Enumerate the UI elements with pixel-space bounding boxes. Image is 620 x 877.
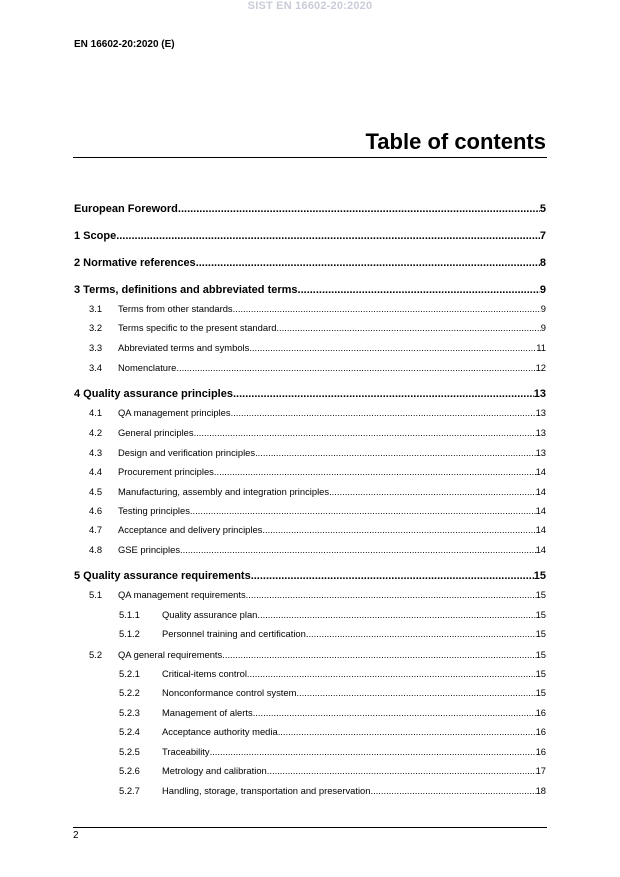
toc-entry[interactable] [89, 544, 546, 555]
page-title: Table of contents [365, 129, 546, 154]
toc-entry-title: Testing principles [118, 505, 190, 516]
toc-entry-page: 13 [535, 427, 546, 438]
toc-dot-leader [231, 407, 536, 418]
toc-entry-title: Manufacturing, assembly and integration principles [118, 486, 330, 497]
toc-dot-leader [194, 427, 536, 438]
toc-entry-number: 3.2 [89, 322, 103, 333]
toc-entry-number: 4.2 [89, 427, 103, 438]
toc-entry[interactable] [74, 230, 546, 242]
toc-entry[interactable] [119, 765, 546, 776]
toc-entry[interactable] [89, 427, 546, 438]
toc-entry-page: 9 [540, 303, 546, 314]
toc-entry-number: 4.8 [89, 544, 103, 555]
toc-entry-title: 1 Scope [74, 230, 117, 242]
toc-entry-page: 8 [539, 257, 546, 269]
toc-dot-leader [249, 342, 536, 353]
toc-dot-leader [306, 628, 536, 639]
toc-entry-number: 5.2.6 [119, 765, 140, 776]
toc-entry-number: 4.1 [89, 407, 103, 418]
toc-dot-leader [178, 203, 540, 215]
toc-entry-number: 5.2.5 [119, 746, 140, 757]
toc-entry-number: 5.2.1 [119, 668, 140, 679]
toc-entry-page: 15 [535, 668, 546, 679]
toc-dot-leader [180, 544, 536, 555]
toc-entry[interactable] [119, 668, 546, 679]
toc-entry[interactable] [89, 447, 546, 458]
toc-entry[interactable] [89, 303, 546, 314]
toc-entry-title: 2 Normative references [74, 257, 196, 269]
toc-entry-title: 3 Terms, definitions and abbreviated terms [74, 284, 298, 296]
toc-entry-page: 15 [535, 589, 546, 600]
toc-dot-leader [298, 284, 540, 296]
toc-dot-leader [370, 785, 535, 796]
toc-entry[interactable] [89, 486, 546, 497]
toc-entry-page: 14 [535, 544, 546, 555]
toc-entry[interactable] [89, 342, 546, 353]
document-id: EN 16602-20:2020 (E) [74, 39, 175, 50]
toc-entry-page: 14 [535, 524, 546, 535]
toc-entry[interactable] [89, 407, 546, 418]
toc-entry-title: Abbreviated terms and symbols [118, 342, 250, 353]
toc-entry-number: 5.1.1 [119, 609, 140, 620]
toc-entry[interactable] [119, 687, 546, 698]
toc-dot-leader [329, 486, 536, 497]
toc-entry-title: Design and verification principles [118, 447, 256, 458]
toc-entry-page: 5 [539, 203, 546, 215]
toc-entry[interactable] [89, 322, 546, 333]
toc-entry-number: 3.1 [89, 303, 103, 314]
toc-entry-title: Terms specific to the present standard [118, 322, 277, 333]
toc-entry-page: 11 [536, 342, 546, 353]
toc-entry[interactable] [119, 628, 546, 639]
toc-entry-title: Procurement principles [118, 466, 214, 477]
title-divider [73, 157, 547, 158]
toc-dot-leader [257, 609, 535, 620]
toc-entry[interactable] [119, 785, 546, 796]
toc-dot-leader [210, 746, 536, 757]
toc-dot-leader [276, 322, 540, 333]
toc-entry-page: 14 [535, 466, 546, 477]
toc-entry-page: 16 [535, 726, 546, 737]
toc-entry-number: 5.2.4 [119, 726, 140, 737]
toc-entry-title: QA general requirements [118, 649, 223, 660]
toc-dot-leader [278, 726, 536, 737]
toc-entry-title: Quality assurance plan [162, 609, 258, 620]
toc-entry-page: 15 [535, 687, 546, 698]
toc-entry-number: 4.4 [89, 466, 103, 477]
toc-entry-title: Traceability [162, 746, 210, 757]
toc-entry-title: QA management requirements [118, 589, 246, 600]
toc-dot-leader [255, 447, 536, 458]
toc-entry-page: 16 [535, 707, 546, 718]
toc-dot-leader [176, 362, 535, 373]
toc-entry[interactable] [74, 570, 546, 582]
toc-entry-title: European Foreword [74, 203, 178, 215]
toc-entry-number: 5.1 [89, 589, 103, 600]
page-number: 2 [73, 830, 79, 841]
watermark-text: SIST EN 16602-20:2020 [247, 0, 373, 12]
toc-entry-number: 5.2.3 [119, 707, 140, 718]
toc-entry-number: 5.2.2 [119, 687, 140, 698]
toc-entry-page: 15 [535, 609, 546, 620]
toc-entry-title: General principles [118, 427, 194, 438]
toc-entry[interactable] [119, 746, 546, 757]
toc-entry-title: Nomenclature [118, 362, 177, 373]
toc-entry-page: 17 [535, 765, 546, 776]
toc-entry-title: QA management principles [118, 407, 231, 418]
toc-entry-number: 4.5 [89, 486, 103, 497]
toc-entry[interactable] [89, 466, 546, 477]
toc-entry-page: 13 [535, 407, 546, 418]
toc-dot-leader [296, 687, 535, 698]
toc-dot-leader [233, 303, 541, 314]
toc-entry-title: Personnel training and certification [162, 628, 306, 639]
toc-entry-page: 7 [539, 230, 546, 242]
toc-entry[interactable] [74, 203, 546, 215]
toc-entry-page: 13 [533, 388, 546, 400]
toc-dot-leader [214, 466, 536, 477]
toc-entry-title: 4 Quality assurance principles [74, 388, 233, 400]
toc-entry-title: Critical-items control [162, 668, 247, 679]
toc-entry-page: 13 [535, 447, 546, 458]
toc-entry-page: 9 [540, 322, 546, 333]
toc-dot-leader [247, 668, 536, 679]
toc-entry-page: 18 [535, 785, 546, 796]
toc-entry-title: Nonconformance control system [162, 687, 297, 698]
toc-entry[interactable] [74, 257, 546, 269]
toc-dot-leader [253, 707, 536, 718]
toc-entry-page: 12 [535, 362, 546, 373]
toc-dot-leader [267, 765, 536, 776]
toc-entry[interactable] [119, 609, 546, 620]
toc-entry[interactable] [89, 524, 546, 535]
toc-entry-title: Metrology and calibration [162, 765, 267, 776]
toc-entry-page: 15 [535, 649, 546, 660]
toc-entry-title: Terms from other standards [118, 303, 233, 314]
toc-dot-leader [190, 505, 536, 516]
toc-entry-number: 3.4 [89, 362, 103, 373]
toc-entry-number: 5.1.2 [119, 628, 140, 639]
toc-entry-title: Management of alerts [162, 707, 253, 718]
toc-dot-leader [222, 649, 535, 660]
toc-entry-title: GSE principles [118, 544, 181, 555]
toc-dot-leader [262, 524, 535, 535]
toc-entry-title: Handling, storage, transportation and preservation [162, 785, 371, 796]
toc-entry[interactable] [119, 726, 546, 737]
toc-dot-leader [233, 388, 534, 400]
footer-divider [73, 827, 547, 828]
toc-dot-leader [251, 570, 534, 582]
toc-dot-leader [196, 257, 540, 269]
toc-entry-page: 16 [535, 746, 546, 757]
toc-entry-title: 5 Quality assurance requirements [74, 570, 251, 582]
toc-entry-title: Acceptance authority media [162, 726, 278, 737]
toc-entry-page: 9 [539, 284, 546, 296]
toc-entry[interactable] [74, 388, 546, 400]
toc-entry-number: 4.6 [89, 505, 103, 516]
toc-entry[interactable] [89, 362, 546, 373]
toc-entry-number: 4.7 [89, 524, 103, 535]
toc-entry[interactable] [89, 649, 546, 660]
toc-entry-page: 15 [533, 570, 546, 582]
toc-entry-page: 14 [535, 486, 546, 497]
toc-entry-number: 5.2.7 [119, 785, 140, 796]
toc-entry[interactable] [89, 589, 546, 600]
toc-entry[interactable] [89, 505, 546, 516]
toc-entry-number: 5.2 [89, 649, 103, 660]
toc-dot-leader [116, 230, 540, 242]
toc-entry[interactable] [119, 707, 546, 718]
toc-entry-page: 14 [535, 505, 546, 516]
toc-entry[interactable] [74, 284, 546, 296]
toc-entry-number: 3.3 [89, 342, 103, 353]
toc-entry-page: 15 [535, 628, 546, 639]
toc-dot-leader [246, 589, 536, 600]
toc-entry-number: 4.3 [89, 447, 103, 458]
toc-entry-title: Acceptance and delivery principles [118, 524, 263, 535]
